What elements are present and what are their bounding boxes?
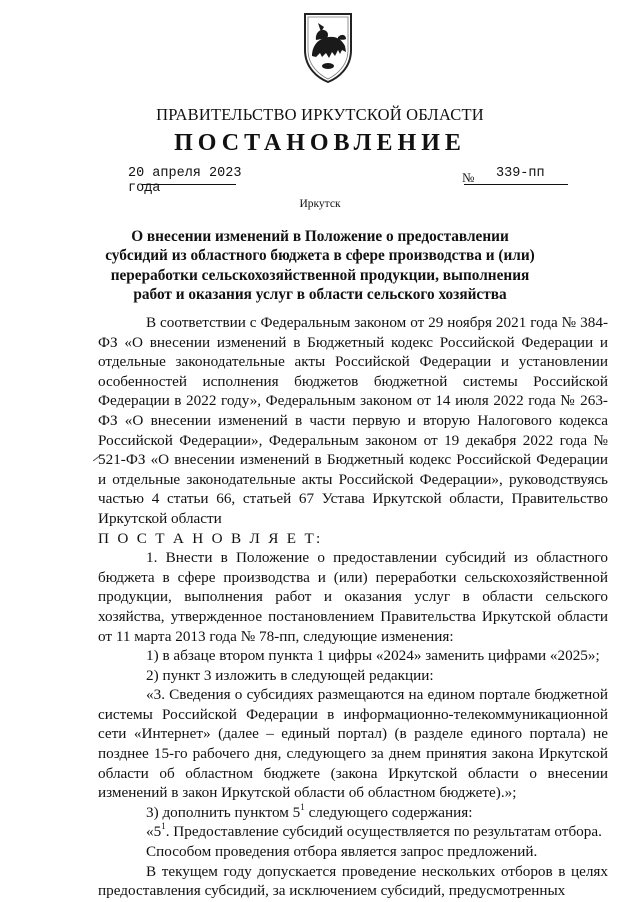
coat-of-arms-icon <box>302 10 354 84</box>
current-year-paragraph: В текущем году допускается проведение нескольких отборов в целях предоставления субсидий, за исключением субсидий, предусмотренных <box>98 862 608 900</box>
resolution-body <box>98 313 608 901</box>
resolves-heading: П О С Т А Н О В Л Я Е Т: <box>98 529 323 547</box>
item-1-paragraph: 1. Внести в Положение о предоставлении субсидий из областного бюджета в сфере производства и (или) переработки сельскохозяйственной продукции, выполнения работ и оказания услуг в области сельского хозяйства, утвержденное постановлением Правительства Иркутской области от 11 марта 2013 года № 78-пп, следующие изменения: <box>98 549 608 645</box>
subitem-2-paragraph: 2) пункт 3 изложить в следующей редакции: <box>146 666 434 684</box>
point-5-1-text: «5 <box>146 823 162 841</box>
date-underline <box>142 184 236 185</box>
resolution-title: О внесении изменений в Положение о предоставлении субсидий из областного бюджета в сфере производства и (или) переработки сельскохозяйственной продукции, выполнения работ и оказания услуг в области сельского хозяйства <box>105 228 535 303</box>
point-5-1-text-end: . Предоставление субсидий осуществляется по результатам отбора. <box>165 823 602 841</box>
selection-method-paragraph: Способом проведения отбора является запрос предложений. <box>146 843 538 861</box>
subitem-3-paragraph <box>98 803 608 823</box>
document-number: 339-пп <box>496 166 545 181</box>
document-type-title: ПОСТАНОВЛЕНИЕ <box>174 130 466 156</box>
subitem-3-text-end: следующего содержания: <box>304 803 473 821</box>
point-5-1-superscript: 1 <box>161 821 166 832</box>
quoted-point-3-paragraph: «3. Сведения о субсидиях размещаются на едином портале бюджетной системы Российской Федерации в информационно-телекоммуникационной сети «Интернет» (далее – единый портал) (в разделе единого портала) не позднее 15-го рабочего дня, следующего за днем принятия закона Иркутской области об областном бюджете (закона Иркутской области о внесении изменений в закон Иркутской области об областном бюджете).»; <box>98 686 608 802</box>
city-name: Иркутск <box>299 198 341 210</box>
preamble-paragraph: В соответствии с Федеральным законом от 29 ноября 2021 года № 384-ФЗ «О внесении изменений в Бюджетный кодекс Российской Федерации и отдельные законодательные акты Российской Федерации и установлении особенностей исполнения бюджетов бюджетной системы Российской Федерации в 2022 году», Федеральным законом от 14 июля 2022 года № 263-ФЗ «О внесении изменений в части первую и вторую Налогового кодекса Российской Федерации», Федеральным законом от 19 декабря 2022 года № 521-ФЗ «О внесении изменений в Бюджетный кодекс Российской Федерации и отдельные законодательные акты Российской Федерации», руководствуясь частью 4 статьи 66, статьей 67 Устава Иркутской области, Правительство Иркутской области <box>98 314 608 527</box>
number-sign: № <box>462 170 475 185</box>
document-date: 20 апреля 2023 года <box>128 166 242 196</box>
subitem-3-text: 3) дополнить пунктом 5 <box>146 803 301 821</box>
government-name: ПРАВИТЕЛЬСТВО ИРКУТСКОЙ ОБЛАСТИ <box>156 105 484 124</box>
quoted-point-5-1-paragraph <box>98 822 608 842</box>
number-underline <box>464 184 568 185</box>
subitem-3-superscript: 1 <box>300 801 305 812</box>
subitem-1-paragraph: 1) в абзаце втором пункта 1 цифры «2024» заменить цифрами «2025»; <box>146 647 600 665</box>
